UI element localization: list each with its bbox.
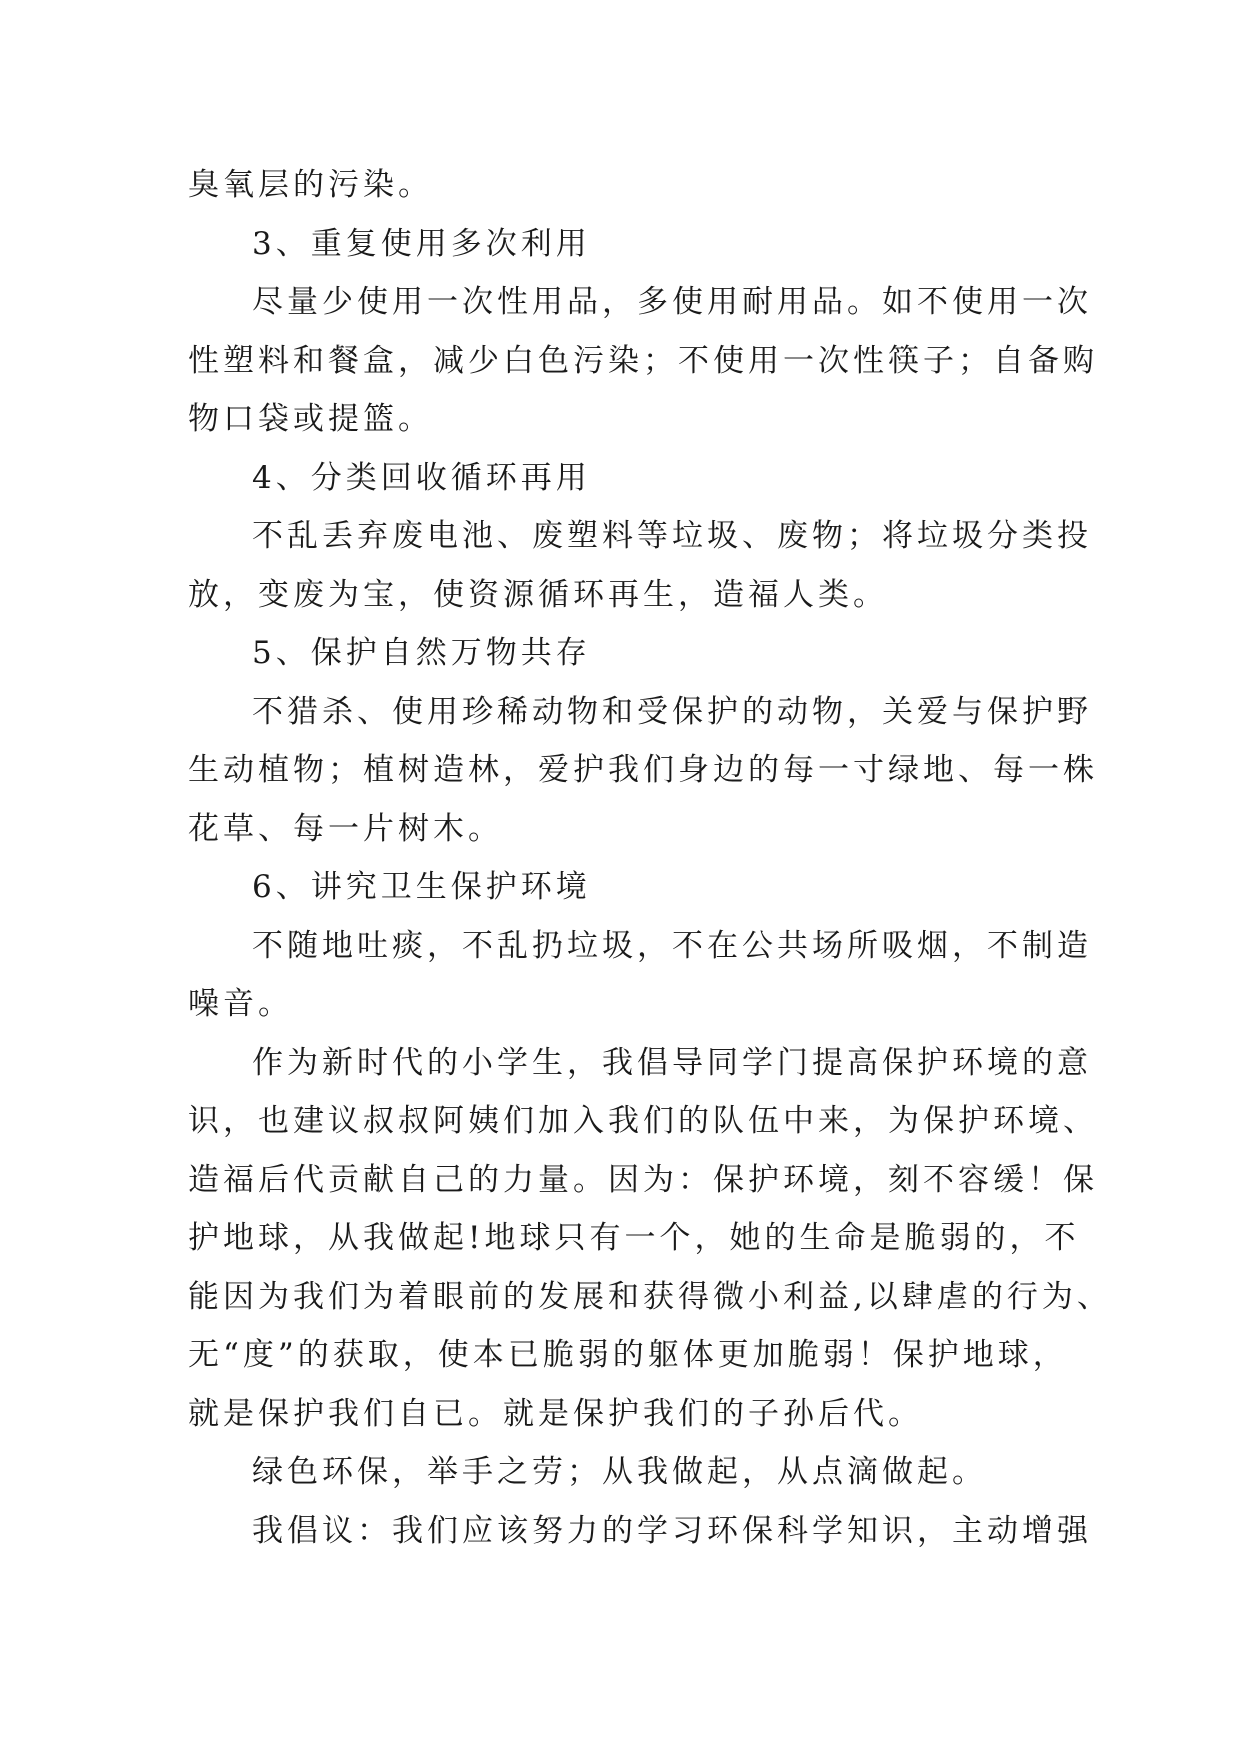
- section-heading: 6、讲究卫生保护环境: [252, 869, 591, 905]
- text-line: 能因为我们为着眼前的发展和获得微小利益,以肆虐的行为、: [188, 1278, 1112, 1315]
- text-line: 造福后代贡献自己的力量。因为：保护环境，刻不容缓！保: [188, 1161, 1098, 1198]
- text-line: 我倡议：我们应该努力的学习环保科学知识，主动增强: [252, 1512, 1092, 1549]
- section-heading: 4、分类回收循环再用: [252, 459, 591, 496]
- text-line: 放，变废为宝，使资源循环再生，造福人类。: [188, 576, 888, 613]
- text-line: 物口袋或提篮。: [188, 401, 433, 437]
- text-line: 尽量少使用一次性用品，多使用耐用品。如不使用一次: [252, 284, 1092, 320]
- text-line: 就是保护我们自已。就是保护我们的子孙后代。: [188, 1395, 923, 1432]
- text-line: 无“度”的获取，使本已脆弱的躯体更加脆弱！保护地球，: [188, 1337, 1068, 1373]
- text-line: 噪音。: [188, 986, 293, 1022]
- text-line: 花草、每一片树木。: [188, 810, 503, 847]
- text-line: 识，也建议叔叔阿姨们加入我们的队伍中来，为保护环境、: [188, 1103, 1098, 1139]
- text-line: 不猎杀、使用珍稀动物和受保护的动物，关爱与保护野: [252, 693, 1092, 730]
- section-heading: 5、保护自然万物共存: [252, 635, 591, 671]
- section-heading: 3、重复使用多次利用: [252, 225, 591, 262]
- text-line: 生动植物；植树造林，爱护我们身边的每一寸绿地、每一株: [188, 752, 1098, 788]
- text-line: 作为新时代的小学生，我倡导同学门提高保护环境的意: [252, 1044, 1092, 1081]
- text-line: 臭氧层的污染。: [188, 167, 433, 203]
- text-line: 不乱丢弃废电池、废塑料等垃圾、废物；将垃圾分类投: [252, 518, 1092, 554]
- text-line: 护地球，从我做起!地球只有一个，她的生命是脆弱的，不: [188, 1220, 1080, 1256]
- document-body: [188, 156, 1112, 1560]
- text-line: 绿色环保，举手之劳；从我做起，从点滴做起。: [252, 1454, 987, 1490]
- text-line: 性塑料和餐盒，减少白色污染；不使用一次性筷子；自备购: [188, 342, 1098, 379]
- text-line: 不随地吐痰，不乱扔垃圾，不在公共场所吸烟，不制造: [252, 927, 1092, 964]
